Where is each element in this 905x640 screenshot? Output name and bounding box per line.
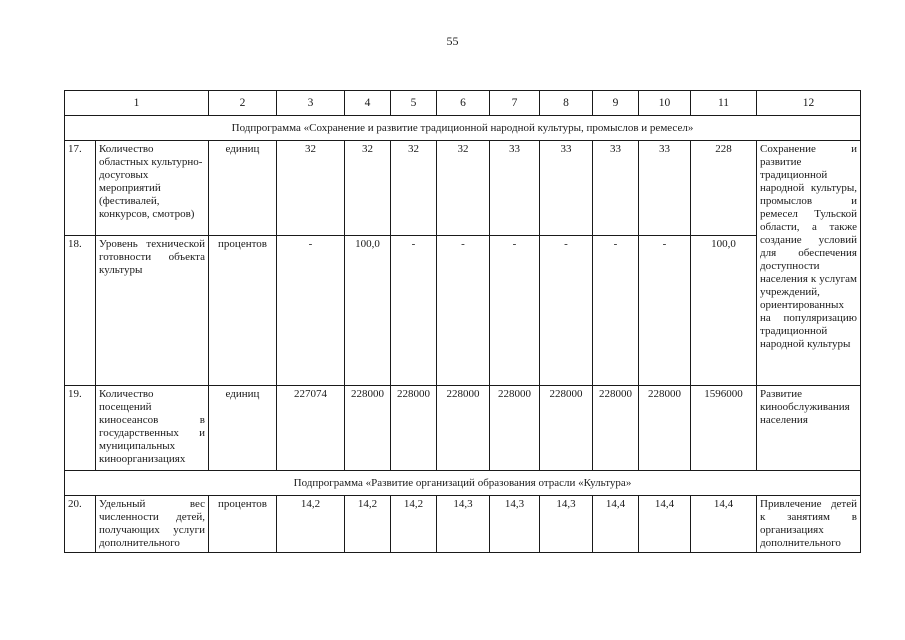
- subprogram-row-1: [65, 116, 861, 141]
- value-cell: 228000: [490, 386, 540, 471]
- header-cell-3: 3: [277, 91, 345, 116]
- header-cell-7: 7: [490, 91, 540, 116]
- value-cell-total: 100,0: [691, 236, 757, 386]
- subprogram-title-1: Подпрограмма «Сохранение и развитие традиционной народной культуры, промыслов и ремесел»: [65, 116, 861, 141]
- header-cell-6: 6: [437, 91, 490, 116]
- value-cell: 228000: [345, 386, 391, 471]
- table-row: [65, 496, 861, 553]
- goal-cell: Сохранение и развитие традиционной народной культуры, промыслов и ремесел Тульской области, а также создание условий для обеспечения доступности населения к услугам учреждений, ориентированных на популяризацию традиционной народной культуры: [757, 141, 861, 386]
- value-cell: -: [277, 236, 345, 386]
- header-cell-10: 10: [639, 91, 691, 116]
- value-cell: 33: [540, 141, 593, 236]
- value-cell: 228000: [639, 386, 691, 471]
- indicator-name: Уровень технической готовности объекта культуры: [96, 236, 209, 386]
- value-cell: 14,3: [490, 496, 540, 553]
- header-cell-8: 8: [540, 91, 593, 116]
- value-cell: 227074: [277, 386, 345, 471]
- value-cell: 228000: [391, 386, 437, 471]
- goal-cell: Развитие кинообслуживания населения: [757, 386, 861, 471]
- value-cell: 228000: [593, 386, 639, 471]
- header-cell-2: 2: [209, 91, 277, 116]
- header-cell-5: 5: [391, 91, 437, 116]
- indicator-name: Количество посещений киносеансов в государственных и муниципальных киноорганизациях: [96, 386, 209, 471]
- value-cell: -: [593, 236, 639, 386]
- indicator-name: Удельный вес численности детей, получающих услуги дополнительного: [96, 496, 209, 553]
- unit-cell: процентов: [209, 496, 277, 553]
- value-cell: 33: [639, 141, 691, 236]
- value-cell-total: 1596000: [691, 386, 757, 471]
- unit-cell: единиц: [209, 141, 277, 236]
- value-cell: 228000: [437, 386, 490, 471]
- value-cell: 100,0: [345, 236, 391, 386]
- value-cell: -: [391, 236, 437, 386]
- header-cell-1: 1: [65, 91, 209, 116]
- header-cell-9: 9: [593, 91, 639, 116]
- value-cell: 33: [593, 141, 639, 236]
- indicators-table: [64, 90, 861, 553]
- value-cell: 32: [437, 141, 490, 236]
- value-cell: 14,2: [391, 496, 437, 553]
- value-cell: 14,4: [593, 496, 639, 553]
- value-cell-total: 14,4: [691, 496, 757, 553]
- value-cell: 228000: [540, 386, 593, 471]
- value-cell: 14,3: [540, 496, 593, 553]
- table-row: [65, 386, 861, 471]
- row-number: 19.: [65, 386, 96, 471]
- header-cell-11: 11: [691, 91, 757, 116]
- goal-cell: Привлечение детей к занятиям в организациях дополнительного: [757, 496, 861, 553]
- value-cell: 14,4: [639, 496, 691, 553]
- value-cell-total: 228: [691, 141, 757, 236]
- row-number: 18.: [65, 236, 96, 386]
- row-number: 20.: [65, 496, 96, 553]
- value-cell: -: [437, 236, 490, 386]
- page-number: 55: [446, 34, 459, 48]
- header-cell-4: 4: [345, 91, 391, 116]
- value-cell: 33: [490, 141, 540, 236]
- value-cell: 32: [391, 141, 437, 236]
- value-cell: 14,2: [277, 496, 345, 553]
- value-cell: -: [540, 236, 593, 386]
- value-cell: 14,2: [345, 496, 391, 553]
- row-number: 17.: [65, 141, 96, 236]
- header-row: [65, 91, 861, 116]
- table-row: [65, 236, 861, 386]
- subprogram-title-2: Подпрограмма «Развитие организаций образования отрасли «Культура»: [65, 471, 861, 496]
- value-cell: 32: [277, 141, 345, 236]
- value-cell: -: [639, 236, 691, 386]
- unit-cell: единиц: [209, 386, 277, 471]
- unit-cell: процентов: [209, 236, 277, 386]
- value-cell: 14,3: [437, 496, 490, 553]
- indicator-name: Количество областных культурно-досуговых мероприятий (фестивалей, конкурсов, смотров): [96, 141, 209, 236]
- subprogram-row-2: [65, 471, 861, 496]
- header-cell-12: 12: [757, 91, 861, 116]
- value-cell: 32: [345, 141, 391, 236]
- value-cell: -: [490, 236, 540, 386]
- table-row: [65, 141, 861, 236]
